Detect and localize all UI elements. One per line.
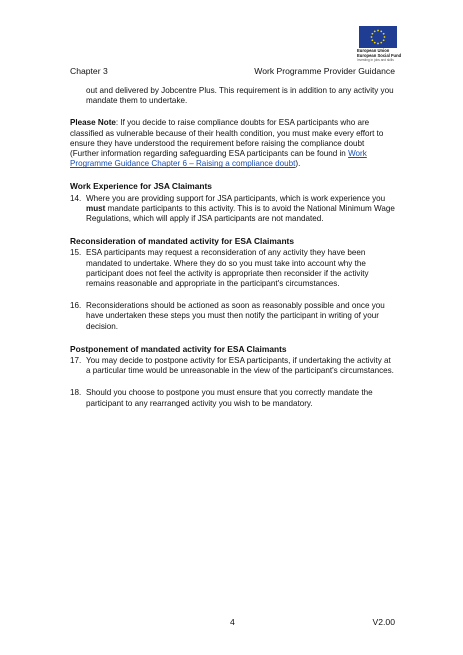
section-heading: Postponement of mandated activity for ESA Claimants [70,343,287,354]
item-text: Reconsiderations should be actioned as soon as reasonably possible and once you have undertaken these steps you must then notify the participant in writing of your decision. [86,301,385,331]
eu-star [371,36,373,38]
item-number: 15. [70,248,82,258]
eu-star [374,42,376,44]
eu-esf-logo [357,26,402,63]
note-text: : If you decide to raise compliance doubts for ESA participants who are classified as vulnerable because of their health condition, you must make every effort to ensure they have understood the requirement before raising the compliance doubt (Further information regarding safeguarding ESA participants can be found in [70,118,384,159]
section-heading: Work Experience for JSA Claimants [70,181,212,192]
section-reconsideration [70,236,395,332]
chapter6-link[interactable]: Work Programme Guidance Chapter 6 – Raising a compliance doubt [70,149,367,169]
note-label: Please Note [70,118,116,128]
list-item-15 [70,248,395,289]
list-item-18 [70,388,395,408]
document-title: Work Programme Provider Guidance [254,66,395,76]
section-postponement [70,344,395,409]
eu-stars-circle [359,26,397,48]
eu-star [384,36,386,38]
eu-star [383,39,385,41]
eu-logo-line1: European Union [357,48,390,53]
section-work-experience [70,181,395,224]
eu-flag-icon [359,26,397,48]
page-body [70,86,395,421]
item-text: Should you choose to postpone you must ensure that you correctly mandate the participant to any rearranged activity you wish to be mandatory. [86,388,373,408]
eu-star [374,30,376,32]
list-item-14 [70,194,395,225]
item-text [86,194,395,225]
note-end: ). [295,159,301,169]
chapter-label: Chapter 3 [70,66,108,76]
item-text-bold: must [86,203,106,213]
item-text-pre: Where you are providing support for JSA participants, which is work experience you [86,193,386,203]
eu-logo-text [357,48,402,63]
intro-continuation: out and delivered by Jobcentre Plus. This requirement is in addition to any activity you mandate them to undertake. [86,86,394,106]
item-number: 14. [70,193,82,203]
eu-star [377,43,379,45]
page-number: 4 [230,617,235,627]
item-text: You may decide to postpone activity for ESA participants, if undertaking the activity at a particular time would be unreasonable in the view of the participant's circumstances. [86,356,394,376]
eu-star [371,33,373,35]
item-number: 18. [70,388,82,398]
please-note-paragraph [70,118,395,169]
item-number: 16. [70,301,82,311]
item-number: 17. [70,356,82,366]
list-item-17 [70,356,395,376]
eu-logo-line2: European Social Fund [357,52,402,58]
list-item-16 [70,301,395,332]
page-header [70,66,395,76]
eu-star [380,42,382,44]
eu-star [380,30,382,32]
section-heading: Reconsideration of mandated activity for ESA Claimants [70,236,295,247]
version-label: V2.00 [372,617,395,627]
eu-logo-line3: Investing in jobs and skills [357,58,394,63]
item-text-post: mandate participants to this activity. This is to avoid the National Minimum Wage Regulations, which will apply if JSA participants are not mandated. [86,203,395,224]
eu-star [377,30,379,32]
eu-star [383,33,385,35]
eu-star [371,39,373,41]
item-text: ESA participants may request a reconsideration of any activity they have been mandated to undertake. Where they do so you must take into account why the participant does not feel the activity is appropriate then reconsider if the activity remains reasonable and appropriate in the participant's circumstances. [86,248,369,289]
